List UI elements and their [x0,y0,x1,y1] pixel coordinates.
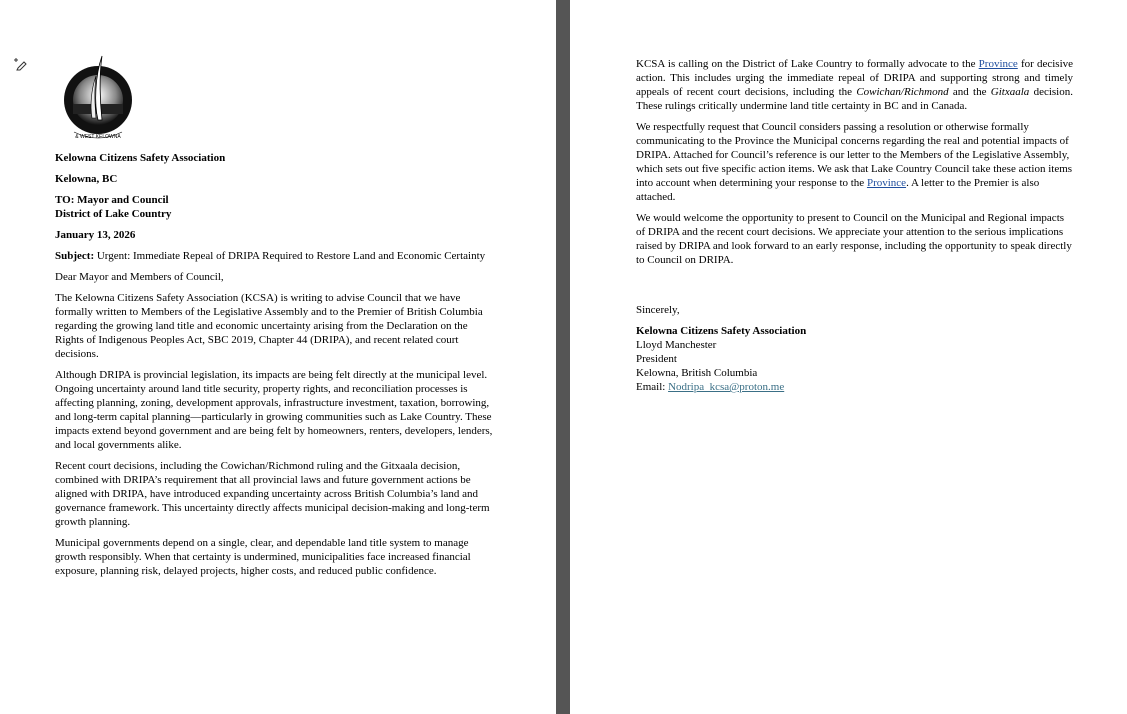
salutation: Dear Mayor and Members of Council, [55,271,224,283]
page-gutter [556,0,570,714]
case-name: Gitxaala [990,86,1030,98]
page-1 [0,0,556,714]
subject-line [55,249,493,263]
signature-block [636,324,1073,394]
signature-title: President [636,353,677,365]
svg-text:& WEST KELOWNA: & WEST KELOWNA [75,134,121,140]
signature-name: Lloyd Manchester [636,339,717,351]
subject-text: Urgent: Immediate Repeal of DRIPA Required to Restore Land and Economic Certainty [94,250,486,262]
text: and the [948,86,991,98]
paragraph: We would welcome the opportunity to present to Council on the Municipal and Regional impacts of DRIPA and the recent court decisions. We appreciate your attention to the serious implications raised by DRIPA and look forward to an early response, including the opportunity to speak directly to Council on DRIPA. [636,212,1072,266]
page-2 [570,0,1127,714]
signature-city: Kelowna, British Columbia [636,367,758,379]
paragraph: Municipal governments depend on a single, clear, and dependable land title system to manage growth responsibly. When that certainty is undermined, municipalities face increased financial exposure, planning risk, delayed projects, higher costs, and reduced public confidence. [55,537,471,577]
letter-body-page2 [636,57,1073,401]
province-link[interactable]: Province [866,177,907,189]
province-link[interactable]: Province [978,58,1018,70]
kcsa-logo [58,54,138,140]
text: decision. These rulings critically undermine land title certainty in BC and in Canada. [636,86,1073,112]
paragraph: Although DRIPA is provincial legislation, its impacts are being felt directly at the municipal level. Ongoing uncertainty around land title security, property rights, and reconciliation processes is affecting planning, zoning, development approvals, infrastructure investment, taxation, borrowing, and long-term capital planning—particularly in growing communities such as Lake Country. These impacts extend beyond government and are being felt by homeowners, renters, developers, lenders, and local governments alike. [55,369,493,451]
recipient-line1: TO: Mayor and Council [55,194,169,206]
text: KCSA is calling on the District of Lake Country to formally advocate to the [636,58,979,70]
closing: Sincerely, [636,304,680,316]
paragraph: Recent court decisions, including the Cowichan/Richmond ruling and the Gitxaala decision, combined with DRIPA’s requirement that all provincial laws and future government actions be aligned with DRIPA, have introduced expanding uncertainty across British Columbia’s land and governance framework. This uncertainty directly affects municipal decision-making and long-term growth planning. [55,460,490,528]
text: for decisive action. This includes urging the immediate repeal of DRIPA and supporting strong and timely appeals of recent court decisions, including the [636,58,1074,98]
subject-label: Subject: [55,250,95,262]
sender-city: Kelowna, BC [55,173,118,185]
letter-body-page1 [55,151,493,585]
paragraph: The Kelowna Citizens Safety Association (KCSA) is writing to advise Council that we have formally written to Members of the Legislative Assembly and to the Premier of British Columbia regarding the growing land title and economic uncertainty arising from the Declaration on the Rights of Indigenous Peoples Act, SBC 2019, Chapter 44 (DRIPA), and recent related court decisions. [55,292,483,360]
paragraph [636,57,1073,113]
text: We respectfully request that Council considers passing a resolution or otherwise formally communicating to the Province the Municipal concerns regarding the real and potential impacts of DRIPA. Attached for Council’s reference is our letter to the Members of the Legislative Assembly, which sets out five specific action items. We ask that Lake Country Council take these action items into account when determining your response to the [636,121,1073,189]
letter-date: January 13, 2026 [55,229,136,241]
email-link[interactable]: Nodripa_kcsa@proton.me [668,381,785,393]
signature-org: Kelowna Citizens Safety Association [636,325,807,337]
ai-pen-icon[interactable] [14,57,28,71]
recipient-line2: District of Lake Country [55,208,172,220]
text: . A letter to the Premier is also attached. [636,177,1040,203]
email-label: Email: [636,381,669,393]
case-name: Cowichan/Richmond [856,86,949,98]
paragraph [636,120,1073,204]
sender-org: Kelowna Citizens Safety Association [55,152,226,164]
recipient [55,193,493,221]
